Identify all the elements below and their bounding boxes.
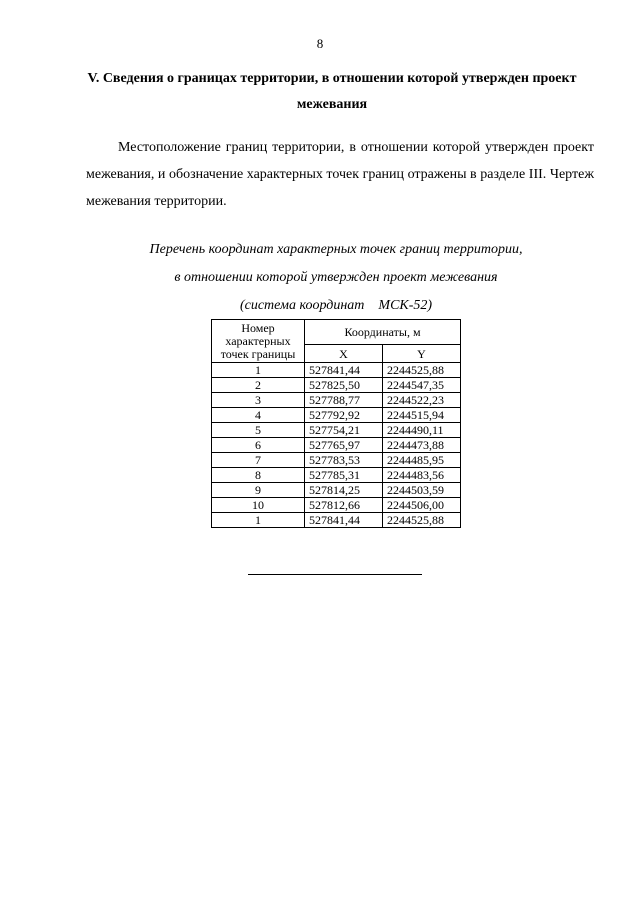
body-paragraph: Местоположение границ территории, в отношении которой утвержден проект межевания, и обозначение характерных точек границ отражены в разделе III. Чертеж межевания территории. [86, 140, 594, 209]
header-coordinates: Координаты, м [305, 320, 461, 345]
point-number-cell: 5 [212, 423, 305, 438]
table-row [212, 378, 461, 393]
point-number-cell: 1 [212, 363, 305, 378]
coordinates-table [211, 319, 461, 528]
x-coordinate-cell: 527812,66 [305, 498, 383, 513]
table-row [212, 408, 461, 423]
x-coordinate-cell: 527765,97 [305, 438, 383, 453]
x-coordinate-cell: 527785,31 [305, 468, 383, 483]
point-number-cell: 7 [212, 453, 305, 468]
y-coordinate-cell: 2244490,11 [383, 423, 461, 438]
table-body [212, 363, 461, 528]
table-row [212, 453, 461, 468]
y-coordinate-cell: 2244483,56 [383, 468, 461, 483]
point-number-cell: 8 [212, 468, 305, 483]
header-x: X [305, 345, 383, 363]
table-row [212, 513, 461, 528]
table-row [212, 423, 461, 438]
caption-line-3: (система координат МСК-52) [239, 298, 433, 313]
x-coordinate-cell: 527825,50 [305, 378, 383, 393]
end-divider [248, 574, 422, 575]
table-row [212, 483, 461, 498]
y-coordinate-cell: 2244547,35 [383, 378, 461, 393]
header-point-number: Номер характерных точек границы [212, 320, 305, 363]
table-caption [96, 236, 576, 320]
y-coordinate-cell: 2244522,23 [383, 393, 461, 408]
y-coordinate-cell: 2244525,88 [383, 513, 461, 528]
point-number-cell: 6 [212, 438, 305, 453]
page-number: 8 [316, 36, 324, 51]
caption-line-2: в отношении которой утвержден проект межевания [174, 270, 498, 285]
y-coordinate-cell: 2244503,59 [383, 483, 461, 498]
point-number-cell: 4 [212, 408, 305, 423]
x-coordinate-cell: 527841,44 [305, 513, 383, 528]
point-number-cell: 10 [212, 498, 305, 513]
table-row [212, 363, 461, 378]
section-title: V. Сведения о границах территории, в отношении которой утвержден проект межевания [87, 71, 577, 112]
x-coordinate-cell: 527792,92 [305, 408, 383, 423]
y-coordinate-cell: 2244485,95 [383, 453, 461, 468]
table-row [212, 393, 461, 408]
point-number-cell: 2 [212, 378, 305, 393]
caption-line-1: Перечень координат характерных точек границ территории, [149, 242, 523, 257]
x-coordinate-cell: 527841,44 [305, 363, 383, 378]
y-coordinate-cell: 2244525,88 [383, 363, 461, 378]
x-coordinate-cell: 527814,25 [305, 483, 383, 498]
header-y: Y [383, 345, 461, 363]
point-number-cell: 3 [212, 393, 305, 408]
y-coordinate-cell: 2244473,88 [383, 438, 461, 453]
x-coordinate-cell: 527783,53 [305, 453, 383, 468]
table-row [212, 468, 461, 483]
point-number-cell: 1 [212, 513, 305, 528]
y-coordinate-cell: 2244515,94 [383, 408, 461, 423]
table-row [212, 498, 461, 513]
table-row [212, 438, 461, 453]
x-coordinate-cell: 527754,21 [305, 423, 383, 438]
y-coordinate-cell: 2244506,00 [383, 498, 461, 513]
point-number-cell: 9 [212, 483, 305, 498]
x-coordinate-cell: 527788,77 [305, 393, 383, 408]
